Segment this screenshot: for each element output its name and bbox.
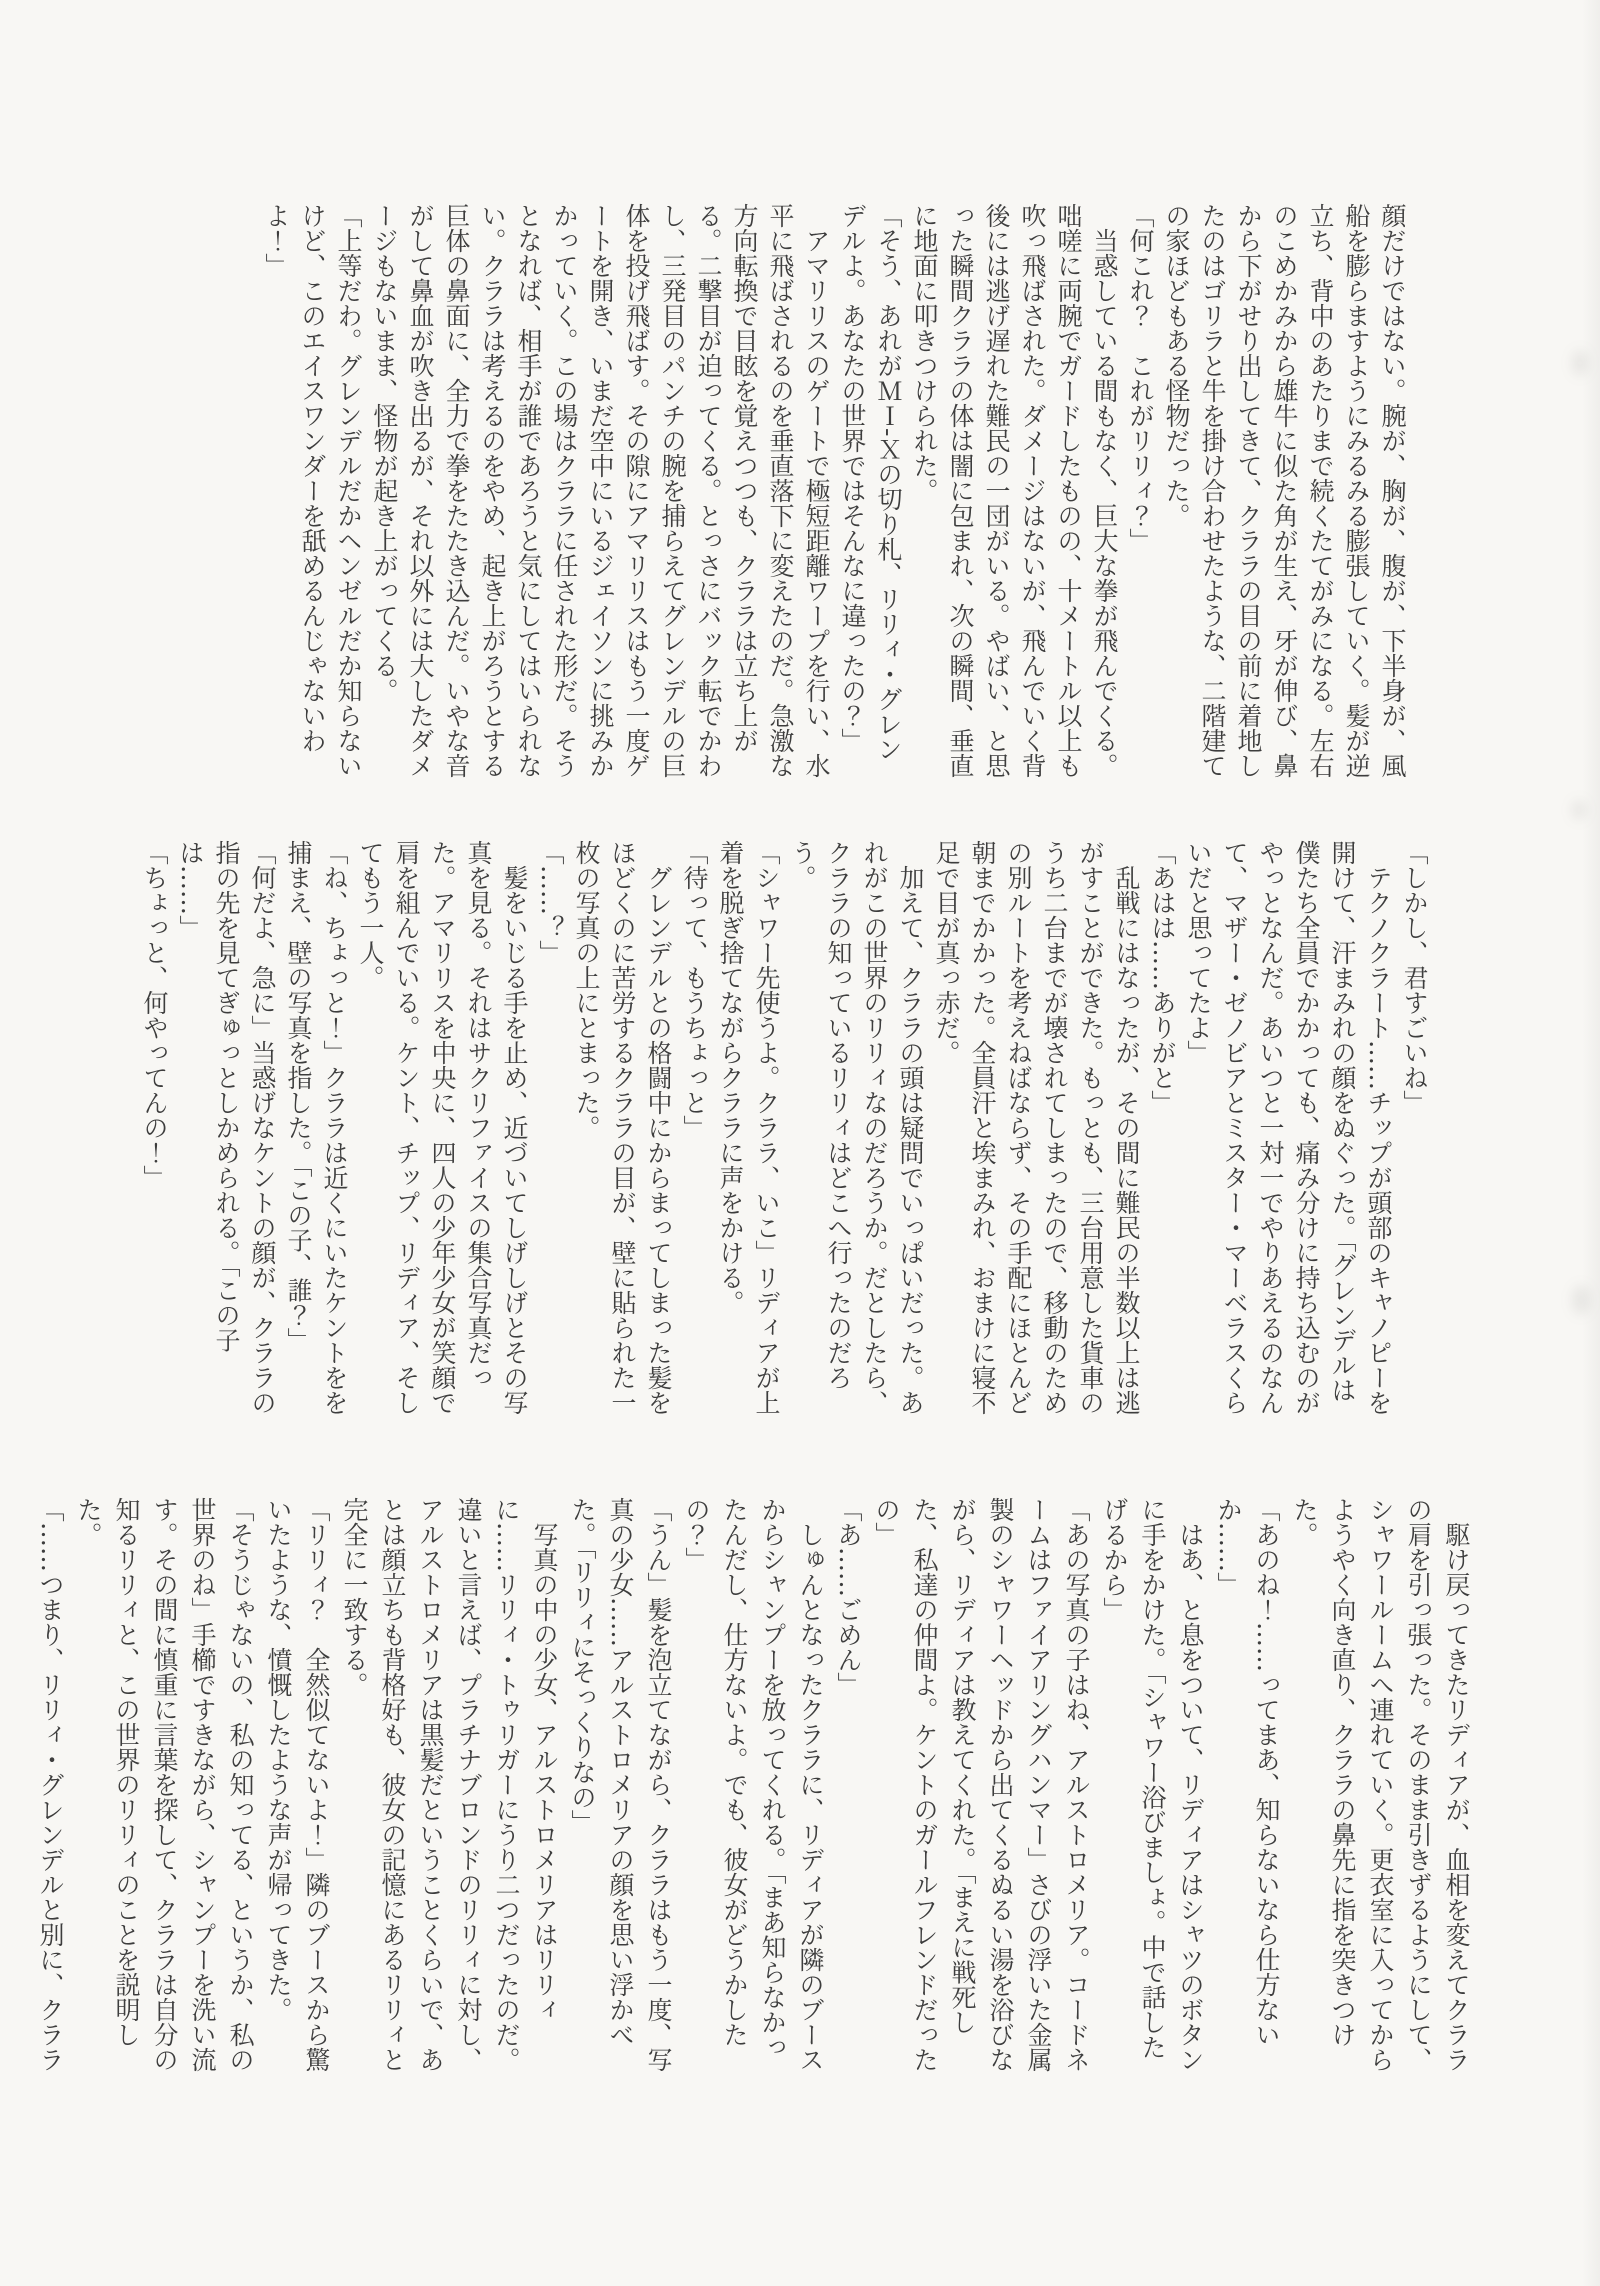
scan-artifact xyxy=(1572,1285,1590,1315)
paragraph: 「シャワー先使うよ。クララ、いこ」リディアが上着を脱ぎ捨てながらクララに声をかける。 xyxy=(716,840,781,1415)
paragraph: 加えて、クララの頭は疑問でいっぱいだった。あれがこの世界のリリィなのだろうか。だとしたら、クララの知っているリリィはどこへ行ったのだろう。 xyxy=(788,840,925,1415)
paragraph: 「そうじゃないの、私の知ってる、というか、私の世界のね」手櫛ですきながら、シャンプーを洗い流す。その間に慎重に言葉を探して、クララは自分の知るリリィと、この世界のリリィのことを説明した。 xyxy=(74,1497,255,2072)
paragraph: 駆け戻ってきたリディアが、血相を変えてクララの肩を引っ張った。そのまま引きずるようにして、シャワールームへ連れていく。更衣室に入ってからようやく向き直り、クララの鼻先に指を突きつけた。 xyxy=(1290,1497,1471,2072)
paragraph: 顔だけではない。腕が、胸が、腹が、下半身が、風船を膨らますようにみるみる膨張していく。髪が逆立ち、背中のあたりまで続くたてがみになる。左右のこめかみから雄牛に似た角が生え、牙が伸び、鼻から下がせり出してきて、クララの目の前に着地したのはゴリラと牛を掛け合わせたような、二階建ての家ほどもある怪物だった。 xyxy=(1162,203,1407,778)
paragraph: 「あはは……ありがと」 xyxy=(1148,840,1177,1115)
text-band-middle xyxy=(132,840,1432,1420)
paragraph: 「待って、もうちょっと」 xyxy=(680,840,709,1140)
paragraph: 「しかし、君すごいね」 xyxy=(1400,840,1429,1115)
paragraph: 「リリィ？ 全然似てないよ！」隣のブースから驚いたような、憤慨したような声が帰ってきた。 xyxy=(264,1497,331,2072)
paragraph: 「上等だわ。グレンデルだかヘンゼルだか知らないけど、このエイスワンダーを舐めるんじゃないわよ！」 xyxy=(262,203,363,778)
paragraph: 「……つまり、リリィ・グレンデルと別に、クララ xyxy=(36,1497,65,2072)
paragraph: 「あのね！……ってまあ、知らないなら仕方ないか……」 xyxy=(1214,1497,1281,2047)
paragraph: 「何だよ、急に」当惑げなケントの顔が、クララの指の先を見てぎゅっとしかめられる。「この子は……」 xyxy=(176,840,277,1415)
paragraph: 「ちょっと、何やってんの！」 xyxy=(140,840,169,1190)
paragraph: 「あ……ごめん」 xyxy=(834,1497,863,1697)
paragraph: 「あの写真の子はね、アルストロメリア。コードネームはファイアリングハンマー」さびの浮いた金属製のシャワーヘッドから出てくるぬるい湯を浴びながら、リディアは教えてくれた。「まえに戦死した、私達の仲間よ。ケントのガールフレンドだったの」 xyxy=(872,1497,1091,2072)
paragraph: はあ、と息をついて、リディアはシャツのボタンに手をかけた。「シャワー浴びましょ。中で話したげるから」 xyxy=(1100,1497,1205,2072)
scan-artifact xyxy=(1572,350,1588,376)
paragraph: 「何これ？ これがリリィ？」 xyxy=(1126,203,1155,553)
paragraph: アマリリスのゲートで極短距離ワープを行い、水平に飛ばされるのを垂直落下に変えたのだ。急激な方向転換で目眩を覚えつつも、クララは立ち上がる。二撃目が迫ってくる。とっさにバック転でかわし、三発目のパンチの腕を捕らえてグレンデルの巨体を投げ飛ばす。その隙にアマリリスはもう一度ゲートを開き、いまだ空中にいるジェイソンに挑みかかっていく。この場はクララに任された形だ。そうとなれば、相手が誰であろうと気にしてはいられない。クララは考えるのをやめ、起き上がろうとする巨体の鼻面に、全力で拳をたたき込んだ。いやな音がして鼻血が吹き出るが、それ以外には大したダメージもないまま、怪物が起き上がってくる。 xyxy=(370,203,831,778)
paragraph: テクノクラート……チップが頭部のキャノピーを開けて、汗まみれの顔をぬぐった。「グレンデルは僕たち全員でかかっても、痛み分けに持ち込むのがやっとなんだ。あいつと一対一でやりあえるのなんて、マザー・ゼノビアとミスター・マーベラスくらいだと思ってたよ」 xyxy=(1184,840,1393,1415)
paragraph: 「そう、あれがＭＩ‐Ｘの切り札、リリィ・グレンデルよ。あなたの世界ではそんなに違ったの？」 xyxy=(838,203,903,762)
paragraph: 「……？」 xyxy=(536,840,565,965)
paragraph: 「ね、ちょっと！」クララは近くにいたケントをを捕まえ、壁の写真を指した。「この子、誰？」 xyxy=(284,840,349,1415)
text-band-bottom xyxy=(36,1497,1475,2077)
scan-edge-shading xyxy=(1582,0,1600,2286)
paragraph: 写真の中の少女、アルストロメリアはリリィに……リリィ・トゥリガーにうり二つだったのだ。違いと言えば、プラチナブロンドのリリィに対し、アルストロメリアは黒髪だということくらいで、あとは顔立ちも背格好も、彼女の記憶にあるリリィと完全に一致する。 xyxy=(340,1497,559,2072)
text-band-top xyxy=(200,203,1410,783)
paragraph: しゅんとなったクララに、リディアが隣のブースからシャンプーを放ってくれる。「まあ知らなかったんだし、仕方ないよ。でも、彼女がどうかしたの？」 xyxy=(682,1497,825,2072)
scan-artifact xyxy=(1572,800,1586,820)
paragraph: 髪をいじる手を止め、近づいてしげしげとその写真を見る。それはサクリファイスの集合写真だった。アマリリスを中央に、四人の少年少女が笑顔で肩を組んでいる。ケント、チップ、リディア、そしてもう一人。 xyxy=(356,840,529,1415)
paragraph: 当惑している間もなく、巨大な拳が飛んでくる。咄嗟に両腕でガードしたものの、十メートル以上も吹っ飛ばされた。ダメージはないが、飛んでいく背後には逃げ遅れた難民の一団がいる。やばい、と思った瞬間クララの体は闇に包まれ、次の瞬間、垂直に地面に叩きつけられた。 xyxy=(910,203,1119,778)
paragraph: グレンデルとの格闘中にからまってしまった髪をほどくのに苦労するクララの目が、壁に貼られた一枚の写真の上にとまった。 xyxy=(572,840,673,1415)
paragraph: 「うん」髪を泡立てながら、クララはもう一度、写真の少女……アルストロメリアの顔を思い浮かべた。「リリィにそっくりなの」 xyxy=(568,1497,673,2072)
paragraph: 乱戦にはなったが、その間に難民の半数以上は逃がすことができた。もっとも、三台用意した貨車のうち二台までが壊されてしまったので、移動のための別ルートを考えねばならず、その手配にほとんど朝までかかった。全員汗と埃まみれ、おまけに寝不足で目が真っ赤だ。 xyxy=(932,840,1141,1415)
